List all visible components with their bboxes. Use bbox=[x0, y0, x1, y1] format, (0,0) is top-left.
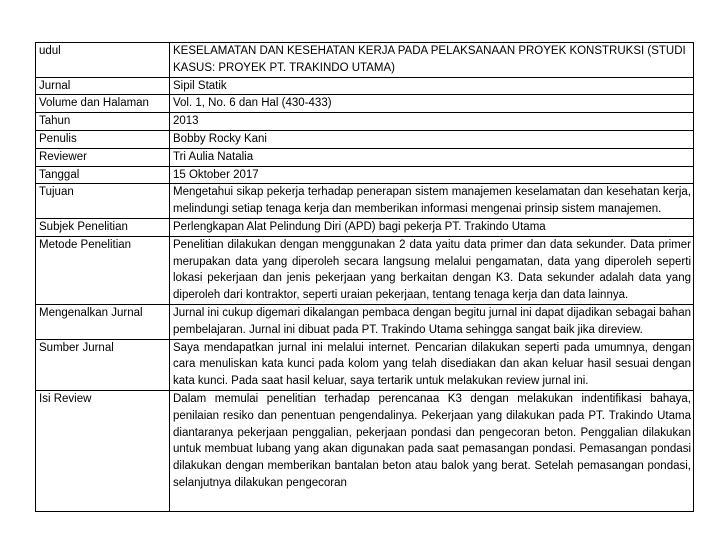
row-label: Volume dan Halaman bbox=[36, 95, 170, 113]
row-judul bbox=[36, 43, 694, 78]
row-jurnal bbox=[36, 77, 694, 95]
row-label: Tanggal bbox=[36, 166, 170, 184]
row-value: Mengetahui sikap pekerja terhadap penerapan sistem manajemen keselamatan dan kesehatan kerja, melindungi setiap tenaga kerja dan memberikan informasi mengenai prinsip sistem manajemen. bbox=[170, 184, 694, 219]
row-label: Isi Review bbox=[36, 390, 170, 511]
row-subjek-penelitian bbox=[36, 218, 694, 236]
row-tujuan bbox=[36, 184, 694, 219]
row-label: Jurnal bbox=[36, 77, 170, 95]
row-label: Tujuan bbox=[36, 184, 170, 219]
row-value: Saya mendapatkan jurnal ini melalui internet. Pencarian dilakukan seperti pada umumnya, dengan cara menuliskan kata kunci pada kolom yang telah disediakan dan akan keluar hasil sesuai dengan kata kunci. Pada saat hasil keluar, saya tertarik untuk melakukan review jurnal ini. bbox=[170, 339, 694, 390]
row-sumber-jurnal bbox=[36, 339, 694, 390]
row-penulis bbox=[36, 130, 694, 148]
journal-review-table bbox=[35, 42, 694, 512]
row-label: Subjek Penelitian bbox=[36, 218, 170, 236]
row-volume-halaman bbox=[36, 95, 694, 113]
row-value: Penelitian dilakukan dengan menggunakan 2 data yaitu data primer dan data sekunder. Data primer merupakan data yang diperoleh secara langsung melalui pengamatan, data yang diperoleh seperti lokasi pekerjaan dan jenis pekerjaan yang berkaitan dengan K3. Data sekunder adalah data yang diperoleh dari kontraktor, seperti uraian pekerjaan, tentang tenaga kerja dan data lainnya. bbox=[170, 236, 694, 304]
row-value: Sipil Statik bbox=[170, 77, 694, 95]
row-mengenalkan-jurnal bbox=[36, 304, 694, 339]
row-value: 2013 bbox=[170, 113, 694, 131]
row-label: Mengenalkan Jurnal bbox=[36, 304, 170, 339]
row-tanggal bbox=[36, 166, 694, 184]
row-label: Penulis bbox=[36, 130, 170, 148]
row-value: Bobby Rocky Kani bbox=[170, 130, 694, 148]
row-value: Vol. 1, No. 6 dan Hal (430-433) bbox=[170, 95, 694, 113]
row-label: Tahun bbox=[36, 113, 170, 131]
row-value: Tri Aulia Natalia bbox=[170, 148, 694, 166]
row-value: 15 Oktober 2017 bbox=[170, 166, 694, 184]
row-label: Reviewer bbox=[36, 148, 170, 166]
row-tahun bbox=[36, 113, 694, 131]
row-value: Jurnal ini cukup digemari dikalangan pembaca dengan begitu jurnal ini dapat dijadikan sebagai bahan pembelajaran. Jurnal ini dibuat pada PT. Trakindo Utama sehingga sangat baik jika direview. bbox=[170, 304, 694, 339]
row-label: Sumber Jurnal bbox=[36, 339, 170, 390]
row-isi-review bbox=[36, 390, 694, 511]
row-reviewer bbox=[36, 148, 694, 166]
row-label: Metode Penelitian bbox=[36, 236, 170, 304]
row-value: KESELAMATAN DAN KESEHATAN KERJA PADA PELAKSANAAN PROYEK KONSTRUKSI (STUDI KASUS: PROYEK PT. TRAKINDO UTAMA) bbox=[170, 43, 694, 78]
row-value: Dalam memulai penelitian terhadap perencanaa K3 dengan melakukan indentifikasi bahaya, penilaian resiko dan penentuan pengendalinya. Pekerjaan yang dilakukan pada PT. Trakindo Utama diantaranya pekerjaan penggalian, pekerjaan pondasi dan pengecoran beton. Penggalian dilakukan untuk membuat lubang yang akan digunakan pada saat pemasangan pondasi. Pemasangan pondasi dilakukan dengan memberikan bantalan beton atau balok yang berat. Setelah pemasangan pondasi, selanjutnya dilakukan pengecoran bbox=[170, 390, 694, 511]
row-label: udul bbox=[36, 43, 170, 78]
row-value: Perlengkapan Alat Pelindung Diri (APD) bagi pekerja PT. Trakindo Utama bbox=[170, 218, 694, 236]
row-metode-penelitian bbox=[36, 236, 694, 304]
